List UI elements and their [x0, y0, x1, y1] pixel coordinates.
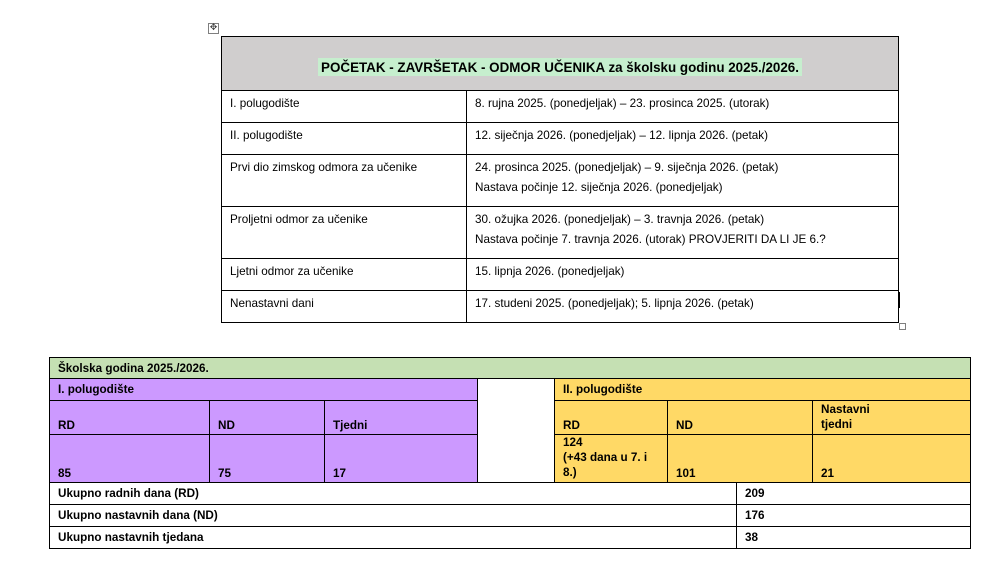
row-label: Nenastavni dani [222, 291, 467, 323]
row-value-line: 24. prosinca 2025. (ponedjeljak) – 9. siječnja 2026. (petak) [475, 161, 779, 174]
first-half-weeks-header: Tjedni [325, 401, 478, 435]
table-move-handle-icon[interactable]: ✥ [209, 23, 218, 33]
table-resize-handle-icon[interactable] [899, 323, 906, 330]
row-label: Proljetni odmor za učenike [222, 207, 467, 259]
row-label: Ljetni odmor za učenike [222, 259, 467, 291]
second-half-rd-header: RD [555, 401, 668, 435]
first-half-nd-value: 75 [210, 435, 325, 483]
row-label: I. polugodište [222, 91, 467, 123]
row-label: Prvi dio zimskog odmora za učenike [222, 155, 467, 207]
row-value-line: 17. studeni 2025. (ponedjeljak); 5. lipnja 2026. (petak) [475, 297, 754, 310]
second-half-weeks-value: 21 [813, 435, 971, 483]
spacer-cell [478, 379, 555, 483]
row-value [467, 207, 899, 259]
second-half-rd-value [555, 435, 668, 483]
row-value-line: Nastava počinje 7. travnja 2026. (utorak) PROVJERITI DA LI JE 6.? [475, 233, 826, 246]
school-year-schedule-table [221, 36, 899, 323]
row-value-line: Nastava počinje 12. siječnja 2026. (ponedjeljak) [475, 181, 723, 194]
row-value [467, 291, 899, 323]
row-value-line: 8. rujna 2025. (ponedjeljak) – 23. prosinca 2025. (utorak) [475, 97, 770, 110]
row-value [467, 155, 899, 207]
first-half-rd-value: 85 [50, 435, 210, 483]
row-label: II. polugodište [222, 123, 467, 155]
row-value [467, 259, 899, 291]
total-label: Ukupno nastavnih dana (ND) [50, 505, 737, 527]
rd-note: (+43 dana u 7. i 8.) [563, 451, 648, 479]
total-label: Ukupno radnih dana (RD) [50, 483, 737, 505]
second-half-weeks-header [813, 401, 971, 435]
weeks-header-line: Nastavni [821, 403, 870, 416]
total-value: 209 [737, 483, 971, 505]
first-half-weeks-value: 17 [325, 435, 478, 483]
row-value-line: 15. lipnja 2026. (ponedjeljak) [475, 265, 625, 278]
total-label: Ukupno nastavnih tjedana [50, 527, 737, 549]
row-value [467, 91, 899, 123]
row-value-line: 12. siječnja 2026. (ponedjeljak) – 12. lipnja 2026. (petak) [475, 129, 769, 142]
total-value: 38 [737, 527, 971, 549]
row-value-line: 30. ožujka 2026. (ponedjeljak) – 3. travnja 2026. (petak) [475, 213, 765, 226]
school-year-label: Školska godina 2025./2026. [50, 358, 971, 379]
schedule-title-cell [222, 37, 899, 91]
second-half-title: II. polugodište [555, 379, 971, 401]
weeks-header-line: tjedni [821, 418, 853, 431]
row-value [467, 123, 899, 155]
total-value: 176 [737, 505, 971, 527]
first-half-rd-header: RD [50, 401, 210, 435]
rd-value: 124 [563, 436, 583, 449]
second-half-nd-header: ND [668, 401, 813, 435]
school-days-summary-table [49, 357, 971, 549]
first-half-title: I. polugodište [50, 379, 478, 401]
schedule-title: POČETAK - ZAVRŠETAK - ODMOR UČENIKA za školsku godinu 2025./2026. [318, 58, 802, 76]
text-cursor [899, 292, 900, 308]
first-half-nd-header: ND [210, 401, 325, 435]
second-half-nd-value: 101 [668, 435, 813, 483]
